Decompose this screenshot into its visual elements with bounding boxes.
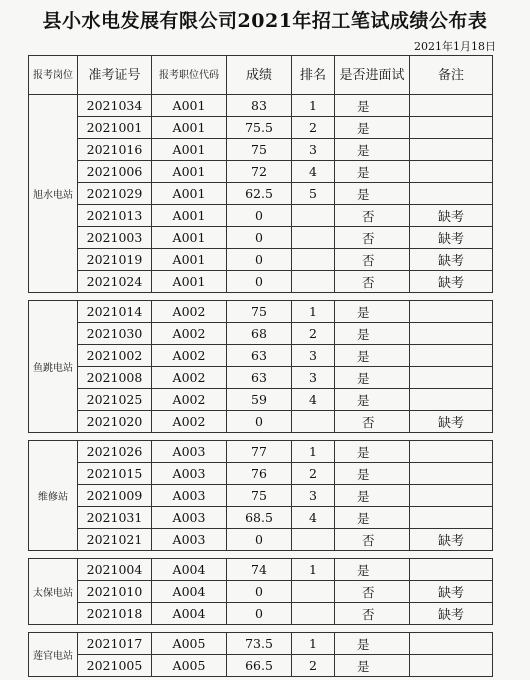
cell-code: A001 bbox=[152, 117, 227, 139]
cell-interview: 否 bbox=[335, 411, 410, 433]
cell-code: A001 bbox=[152, 205, 227, 227]
cell-remark bbox=[410, 95, 493, 117]
cell-code: A001 bbox=[152, 227, 227, 249]
cell-score: 72 bbox=[227, 161, 292, 183]
cell-code: A001 bbox=[152, 183, 227, 205]
cell-interview: 是 bbox=[335, 441, 410, 463]
cell-rank bbox=[292, 271, 335, 293]
cell-interview: 否 bbox=[335, 249, 410, 271]
cell-rank: 4 bbox=[292, 507, 335, 529]
cell-score: 63 bbox=[227, 367, 292, 389]
table-row bbox=[29, 183, 493, 205]
cell-ticket: 2021029 bbox=[78, 183, 152, 205]
cell-score: 59 bbox=[227, 389, 292, 411]
cell-code: A002 bbox=[152, 367, 227, 389]
cell-rank: 3 bbox=[292, 367, 335, 389]
cell-remark bbox=[410, 655, 493, 677]
cell-score: 77 bbox=[227, 441, 292, 463]
cell-ticket: 2021026 bbox=[78, 441, 152, 463]
cell-rank bbox=[292, 581, 335, 603]
cell-remark bbox=[410, 117, 493, 139]
post-name: 鱼跳电站 bbox=[29, 301, 78, 433]
post-name: 太保电站 bbox=[29, 559, 78, 625]
cell-score: 76 bbox=[227, 463, 292, 485]
cell-code: A002 bbox=[152, 323, 227, 345]
table-row bbox=[29, 117, 493, 139]
table-row bbox=[29, 95, 493, 117]
header-ticket: 准考证号 bbox=[78, 56, 152, 95]
cell-code: A001 bbox=[152, 139, 227, 161]
cell-code: A002 bbox=[152, 301, 227, 323]
cell-score: 75.5 bbox=[227, 117, 292, 139]
cell-ticket: 2021025 bbox=[78, 389, 152, 411]
cell-code: A004 bbox=[152, 603, 227, 625]
cell-interview: 是 bbox=[335, 183, 410, 205]
cell-remark: 缺考 bbox=[410, 411, 493, 433]
cell-interview: 是 bbox=[335, 507, 410, 529]
cell-code: A003 bbox=[152, 485, 227, 507]
cell-remark bbox=[410, 139, 493, 161]
table-row bbox=[29, 655, 493, 677]
cell-ticket: 2021013 bbox=[78, 205, 152, 227]
cell-score: 62.5 bbox=[227, 183, 292, 205]
table-row bbox=[29, 345, 493, 367]
cell-code: A001 bbox=[152, 161, 227, 183]
cell-score: 0 bbox=[227, 249, 292, 271]
cell-ticket: 2021017 bbox=[78, 633, 152, 655]
cell-interview: 是 bbox=[335, 117, 410, 139]
cell-code: A004 bbox=[152, 559, 227, 581]
cell-interview: 否 bbox=[335, 227, 410, 249]
cell-rank: 3 bbox=[292, 345, 335, 367]
publish-date: 2021年1月18日 bbox=[414, 40, 496, 53]
table-row bbox=[29, 507, 493, 529]
cell-remark bbox=[410, 345, 493, 367]
table-row bbox=[29, 581, 493, 603]
table-row bbox=[29, 271, 493, 293]
cell-rank bbox=[292, 411, 335, 433]
cell-interview: 是 bbox=[335, 323, 410, 345]
table-row bbox=[29, 529, 493, 551]
results-body bbox=[29, 95, 493, 677]
cell-rank bbox=[292, 249, 335, 271]
cell-rank: 1 bbox=[292, 95, 335, 117]
cell-score: 75 bbox=[227, 139, 292, 161]
table-row bbox=[29, 367, 493, 389]
cell-remark bbox=[410, 559, 493, 581]
cell-code: A002 bbox=[152, 345, 227, 367]
table-row bbox=[29, 441, 493, 463]
cell-rank: 2 bbox=[292, 655, 335, 677]
cell-score: 68.5 bbox=[227, 507, 292, 529]
table-row bbox=[29, 389, 493, 411]
cell-remark bbox=[410, 301, 493, 323]
cell-interview: 是 bbox=[335, 367, 410, 389]
cell-score: 68 bbox=[227, 323, 292, 345]
cell-interview: 是 bbox=[335, 463, 410, 485]
cell-ticket: 2021034 bbox=[78, 95, 152, 117]
results-table bbox=[28, 55, 493, 677]
cell-interview: 是 bbox=[335, 301, 410, 323]
cell-remark bbox=[410, 161, 493, 183]
header-rank: 排名 bbox=[292, 56, 335, 95]
cell-code: A005 bbox=[152, 655, 227, 677]
cell-code: A003 bbox=[152, 507, 227, 529]
header-interview: 是否进面试 bbox=[335, 56, 410, 95]
cell-interview: 否 bbox=[335, 581, 410, 603]
cell-code: A004 bbox=[152, 581, 227, 603]
cell-ticket: 2021004 bbox=[78, 559, 152, 581]
cell-code: A003 bbox=[152, 463, 227, 485]
cell-remark bbox=[410, 485, 493, 507]
table-row bbox=[29, 485, 493, 507]
cell-rank: 4 bbox=[292, 161, 335, 183]
cell-ticket: 2021008 bbox=[78, 367, 152, 389]
cell-rank bbox=[292, 205, 335, 227]
cell-code: A002 bbox=[152, 389, 227, 411]
cell-remark: 缺考 bbox=[410, 249, 493, 271]
post-name: 莲官电站 bbox=[29, 633, 78, 677]
cell-score: 0 bbox=[227, 227, 292, 249]
cell-remark bbox=[410, 463, 493, 485]
cell-remark: 缺考 bbox=[410, 205, 493, 227]
cell-rank: 4 bbox=[292, 389, 335, 411]
cell-remark: 缺考 bbox=[410, 529, 493, 551]
cell-code: A005 bbox=[152, 633, 227, 655]
table-row bbox=[29, 249, 493, 271]
table-row bbox=[29, 323, 493, 345]
cell-remark: 缺考 bbox=[410, 271, 493, 293]
group-separator bbox=[29, 293, 493, 301]
cell-rank bbox=[292, 529, 335, 551]
cell-score: 0 bbox=[227, 411, 292, 433]
cell-score: 75 bbox=[227, 485, 292, 507]
group-separator bbox=[29, 625, 493, 633]
cell-score: 66.5 bbox=[227, 655, 292, 677]
header-code: 报考职位代码 bbox=[152, 56, 227, 95]
cell-ticket: 2021010 bbox=[78, 581, 152, 603]
cell-remark: 缺考 bbox=[410, 581, 493, 603]
cell-rank: 1 bbox=[292, 441, 335, 463]
cell-ticket: 2021019 bbox=[78, 249, 152, 271]
cell-interview: 否 bbox=[335, 205, 410, 227]
cell-interview: 是 bbox=[335, 95, 410, 117]
page-title: 县小水电发展有限公司2021年招工笔试成绩公布表 bbox=[42, 10, 488, 32]
cell-remark bbox=[410, 633, 493, 655]
post-name: 维修站 bbox=[29, 441, 78, 551]
cell-remark bbox=[410, 323, 493, 345]
header-post: 报考岗位 bbox=[29, 56, 78, 95]
cell-rank bbox=[292, 227, 335, 249]
header-row bbox=[29, 56, 493, 95]
cell-remark bbox=[410, 183, 493, 205]
cell-ticket: 2021009 bbox=[78, 485, 152, 507]
cell-score: 0 bbox=[227, 529, 292, 551]
cell-ticket: 2021015 bbox=[78, 463, 152, 485]
table-row bbox=[29, 633, 493, 655]
table-row bbox=[29, 205, 493, 227]
cell-interview: 是 bbox=[335, 559, 410, 581]
cell-code: A003 bbox=[152, 441, 227, 463]
cell-score: 0 bbox=[227, 603, 292, 625]
cell-rank: 3 bbox=[292, 485, 335, 507]
cell-rank: 1 bbox=[292, 559, 335, 581]
header-score: 成绩 bbox=[227, 56, 292, 95]
group-separator bbox=[29, 433, 493, 441]
cell-ticket: 2021030 bbox=[78, 323, 152, 345]
cell-rank: 3 bbox=[292, 139, 335, 161]
cell-interview: 是 bbox=[335, 485, 410, 507]
cell-ticket: 2021021 bbox=[78, 529, 152, 551]
group-separator bbox=[29, 551, 493, 559]
table-row bbox=[29, 227, 493, 249]
table-row bbox=[29, 603, 493, 625]
cell-rank: 2 bbox=[292, 117, 335, 139]
cell-ticket: 2021018 bbox=[78, 603, 152, 625]
cell-interview: 是 bbox=[335, 389, 410, 411]
cell-code: A003 bbox=[152, 529, 227, 551]
cell-interview: 是 bbox=[335, 161, 410, 183]
cell-ticket: 2021006 bbox=[78, 161, 152, 183]
cell-rank: 1 bbox=[292, 633, 335, 655]
cell-code: A001 bbox=[152, 249, 227, 271]
cell-interview: 是 bbox=[335, 139, 410, 161]
cell-score: 73.5 bbox=[227, 633, 292, 655]
cell-interview: 是 bbox=[335, 655, 410, 677]
cell-ticket: 2021003 bbox=[78, 227, 152, 249]
table-row bbox=[29, 463, 493, 485]
cell-ticket: 2021020 bbox=[78, 411, 152, 433]
cell-score: 63 bbox=[227, 345, 292, 367]
post-name: 旭水电站 bbox=[29, 95, 78, 293]
cell-ticket: 2021005 bbox=[78, 655, 152, 677]
cell-remark bbox=[410, 389, 493, 411]
cell-ticket: 2021016 bbox=[78, 139, 152, 161]
table-row bbox=[29, 411, 493, 433]
cell-score: 0 bbox=[227, 271, 292, 293]
cell-rank bbox=[292, 603, 335, 625]
cell-code: A002 bbox=[152, 411, 227, 433]
cell-rank: 2 bbox=[292, 323, 335, 345]
cell-interview: 否 bbox=[335, 271, 410, 293]
cell-rank: 5 bbox=[292, 183, 335, 205]
cell-score: 83 bbox=[227, 95, 292, 117]
cell-rank: 2 bbox=[292, 463, 335, 485]
cell-remark bbox=[410, 507, 493, 529]
cell-interview: 否 bbox=[335, 529, 410, 551]
cell-rank: 1 bbox=[292, 301, 335, 323]
separator-cell bbox=[29, 433, 493, 441]
cell-score: 0 bbox=[227, 205, 292, 227]
cell-ticket: 2021002 bbox=[78, 345, 152, 367]
cell-score: 74 bbox=[227, 559, 292, 581]
cell-interview: 否 bbox=[335, 603, 410, 625]
cell-code: A001 bbox=[152, 271, 227, 293]
cell-ticket: 2021024 bbox=[78, 271, 152, 293]
cell-interview: 是 bbox=[335, 633, 410, 655]
results-sheet bbox=[28, 55, 492, 677]
separator-cell bbox=[29, 293, 493, 301]
cell-ticket: 2021014 bbox=[78, 301, 152, 323]
cell-ticket: 2021001 bbox=[78, 117, 152, 139]
cell-interview: 是 bbox=[335, 345, 410, 367]
cell-ticket: 2021031 bbox=[78, 507, 152, 529]
separator-cell bbox=[29, 551, 493, 559]
cell-score: 0 bbox=[227, 581, 292, 603]
header-remark: 备注 bbox=[410, 56, 493, 95]
cell-remark bbox=[410, 367, 493, 389]
table-row bbox=[29, 559, 493, 581]
table-row bbox=[29, 139, 493, 161]
cell-remark bbox=[410, 441, 493, 463]
separator-cell bbox=[29, 625, 493, 633]
cell-code: A001 bbox=[152, 95, 227, 117]
table-row bbox=[29, 301, 493, 323]
cell-remark: 缺考 bbox=[410, 603, 493, 625]
table-row bbox=[29, 161, 493, 183]
cell-remark: 缺考 bbox=[410, 227, 493, 249]
cell-score: 75 bbox=[227, 301, 292, 323]
